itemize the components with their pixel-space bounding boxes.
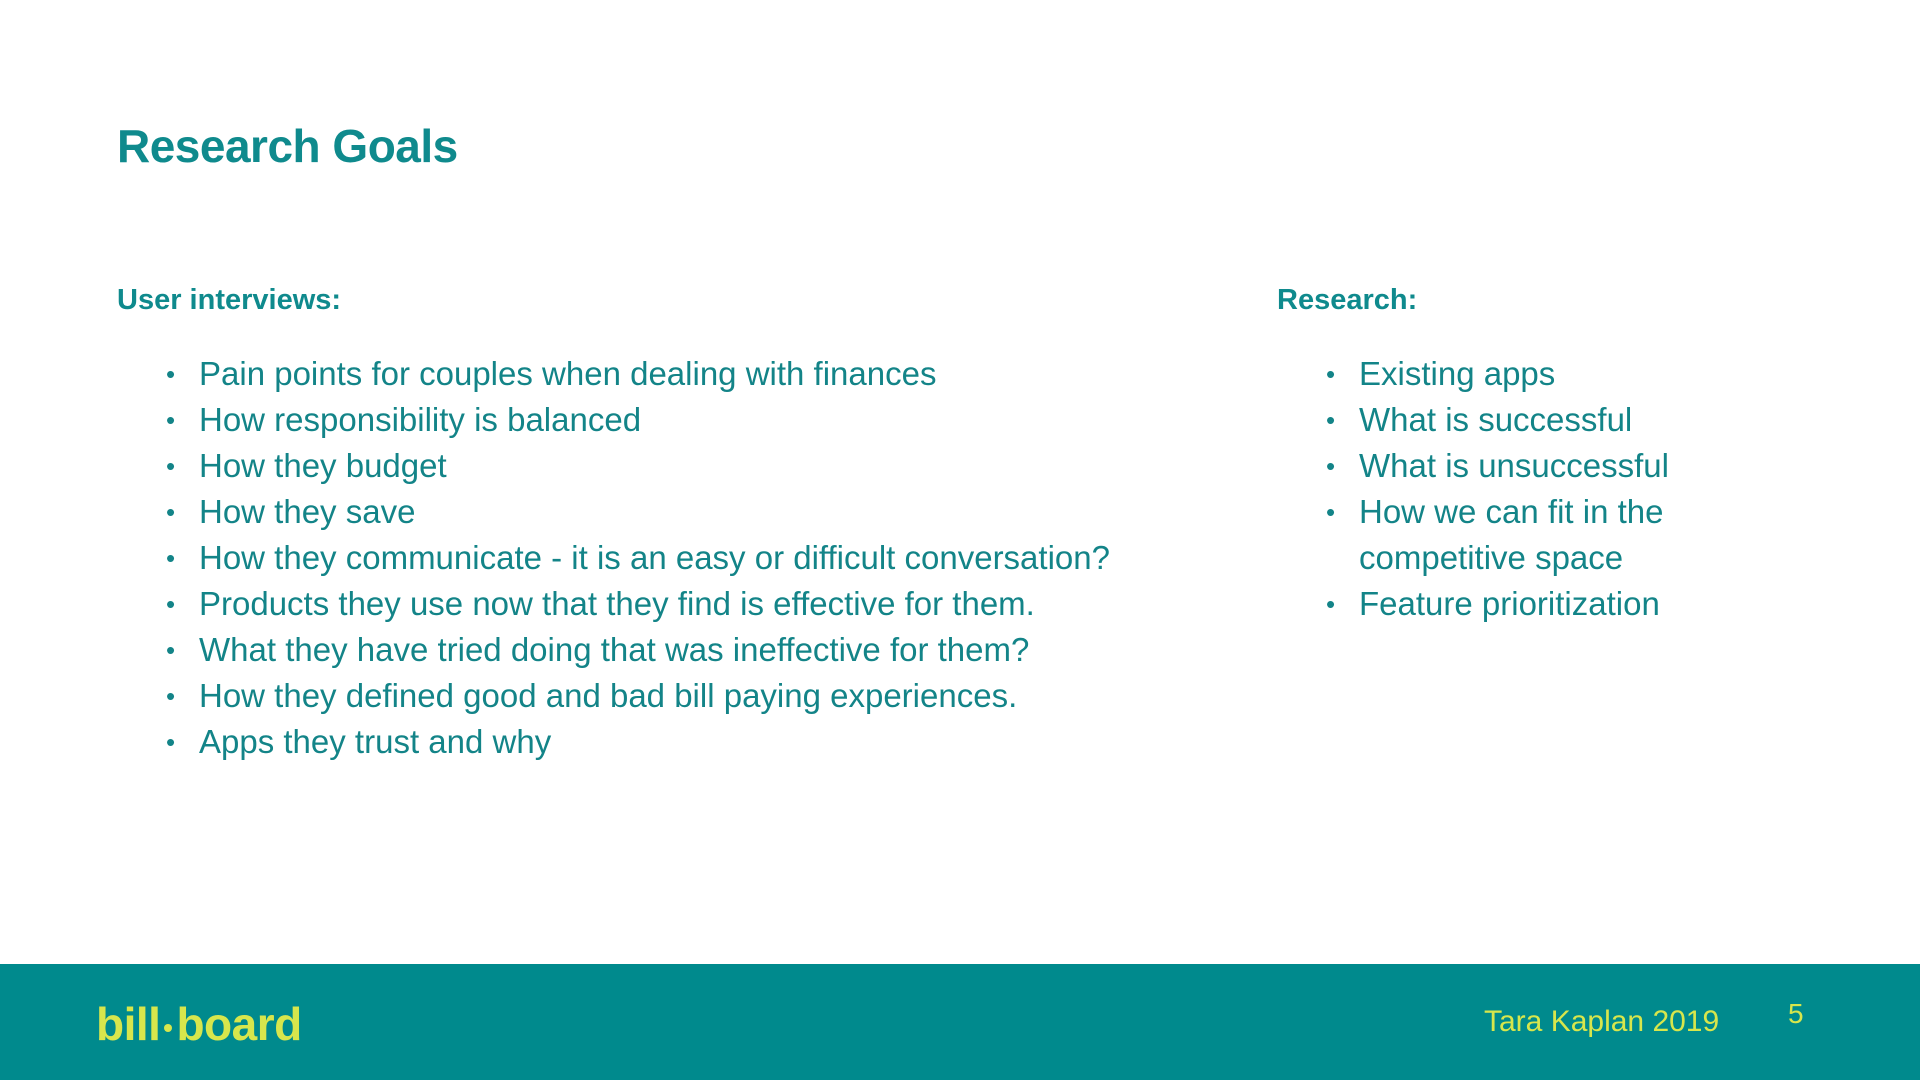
list-item xyxy=(1326,397,1706,443)
logo-text-right: board xyxy=(176,998,302,1050)
list-item-text: How they save xyxy=(199,493,416,530)
list-item xyxy=(1326,351,1706,397)
list-item-text: How we can fit in the competitive space xyxy=(1359,493,1664,576)
list-item xyxy=(166,673,1246,719)
bullet-icon: • xyxy=(166,359,176,389)
list-item xyxy=(166,719,1246,765)
bullet-icon: • xyxy=(166,405,176,435)
list-item xyxy=(1326,443,1706,489)
list-item xyxy=(166,489,1246,535)
list-item-text: Existing apps xyxy=(1359,355,1556,392)
list-item xyxy=(166,535,1246,581)
list-item-text: How responsibility is balanced xyxy=(199,401,642,438)
bullet-icon: • xyxy=(166,451,176,481)
page-number: 5 xyxy=(1788,998,1804,1029)
bullet-icon: • xyxy=(166,635,176,665)
list-item xyxy=(1326,581,1706,627)
bullet-icon: • xyxy=(166,727,176,757)
list-item-text: Feature prioritization xyxy=(1359,585,1660,622)
list-item-text: How they communicate - it is an easy or difficult conversation? xyxy=(199,539,1110,576)
user-interviews-heading: User interviews: xyxy=(117,284,342,316)
logo-text-left: bill xyxy=(96,998,161,1050)
bullet-icon: • xyxy=(166,543,176,573)
bullet-icon: • xyxy=(1326,359,1336,389)
bullet-icon: • xyxy=(166,681,176,711)
research-heading: Research: xyxy=(1277,284,1418,316)
list-item xyxy=(166,351,1246,397)
research-list xyxy=(1326,351,1706,627)
list-item xyxy=(166,443,1246,489)
list-item-text: Pain points for couples when dealing with finances xyxy=(199,355,937,392)
list-item xyxy=(166,627,1246,673)
bullet-icon: • xyxy=(1326,497,1336,527)
list-item-text: What is unsuccessful xyxy=(1359,447,1669,484)
logo-dot-icon xyxy=(164,1024,172,1032)
list-item xyxy=(166,397,1246,443)
bullet-icon: • xyxy=(166,497,176,527)
list-item xyxy=(1326,489,1706,581)
list-item-text: What they have tried doing that was ineffective for them? xyxy=(199,631,1030,668)
list-item-text: What is successful xyxy=(1359,401,1633,438)
bullet-icon: • xyxy=(1326,589,1336,619)
list-item-text: Apps they trust and why xyxy=(199,723,552,760)
list-item xyxy=(166,581,1246,627)
user-interviews-list xyxy=(166,351,1246,765)
list-item-text: How they budget xyxy=(199,447,447,484)
billboard-logo xyxy=(96,1000,302,1048)
bullet-icon: • xyxy=(166,589,176,619)
list-item-text: How they defined good and bad bill paying experiences. xyxy=(199,677,1018,714)
author-credit: Tara Kaplan 2019 xyxy=(1484,1005,1720,1038)
bullet-icon: • xyxy=(1326,405,1336,435)
bullet-icon: • xyxy=(1326,451,1336,481)
list-item-text: Products they use now that they find is effective for them. xyxy=(199,585,1035,622)
slide-title: Research Goals xyxy=(117,120,458,172)
